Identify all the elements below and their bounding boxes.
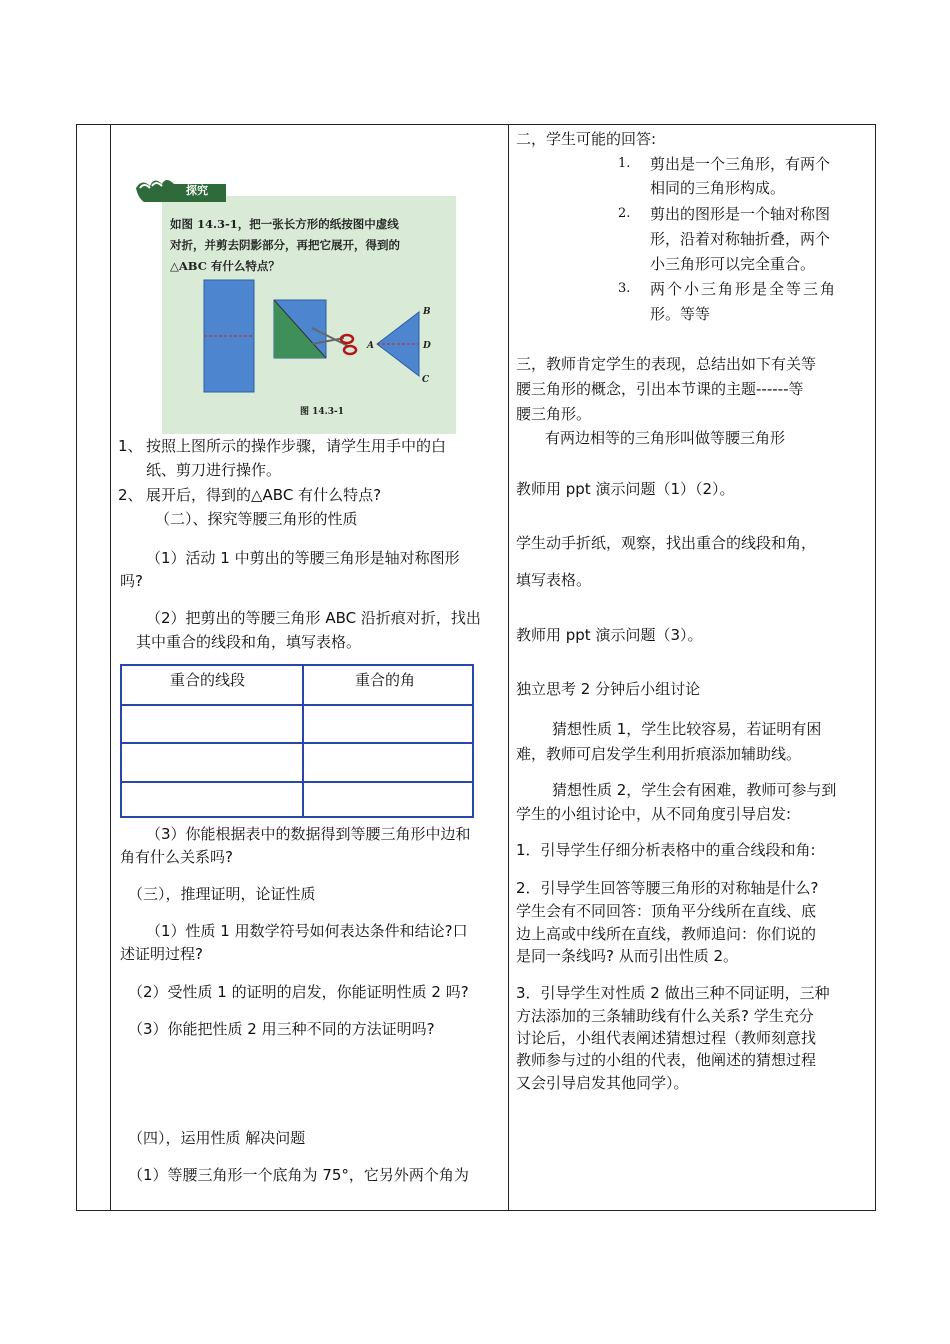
step-2-num: 2、 <box>118 486 143 504</box>
summary-line: 腰三角形。 <box>516 405 592 423</box>
table-header-angles: 重合的角 <box>355 671 416 689</box>
think-discuss: 独立思考 2 分钟后小组讨论 <box>516 680 701 698</box>
figure-title: 图 14.3-1 <box>300 407 345 417</box>
guess-2-line: 学生的小组讨论中，从不同角度引导启发: <box>516 805 792 823</box>
fold-activity: 学生动手折纸，观察，找出重合的线段和角， <box>516 534 817 552</box>
answers-title: 二，学生可能的回答: <box>516 130 657 148</box>
answer-2-num: 2. <box>618 206 631 221</box>
answer-2-line: 剪出的图形是一个轴对称图 <box>650 205 831 223</box>
step-1-line: 按照上图所示的操作步骤，请学生用手中的白 <box>146 437 447 455</box>
table-row-divider <box>120 704 474 706</box>
summary-line: 三，教师肯定学生的表现，总结出如下有关等 <box>516 355 817 373</box>
exploration-figure <box>134 168 456 436</box>
answer-1-num: 1. <box>618 156 631 171</box>
answer-3-line: 形。等等 <box>650 305 711 323</box>
guide-3-line: 又会引导启发其他同学）。 <box>516 1074 689 1092</box>
step-1-line: 纸、剪刀进行操作。 <box>146 461 282 479</box>
section-2-title: （二）、探究等腰三角形的性质 <box>155 510 358 528</box>
question-2-line: （2）把剪出的等腰三角形 ABC 沿折痕对折，找出 <box>146 609 481 627</box>
label-d: D <box>423 341 431 351</box>
column-divider <box>110 124 111 1211</box>
step-1-num: 1、 <box>118 437 143 455</box>
figure-caption-line: 如图 14.3-1，把一张长方形的纸按图中虚线 <box>170 217 399 231</box>
guide-1: 1．引导学生仔细分析表格中的重合线段和角: <box>516 841 816 859</box>
guide-3-line: 教师参与过的小组的代表，他阐述的猜想过程 <box>516 1051 817 1069</box>
answer-1-line: 剪出是一个三角形，有两个 <box>650 155 831 173</box>
question-1-line: 吗? <box>120 572 143 590</box>
guess-2-line: 猜想性质 2，学生会有困难，教师可参与到 <box>552 781 837 799</box>
answer-1-line: 相同的三角形构成。 <box>650 179 786 197</box>
question-1-line: （1）活动 1 中剪出的等腰三角形是轴对称图形 <box>146 549 460 567</box>
answer-3-line: 两个小三角形是全等三角 <box>650 280 838 298</box>
section-3-title: （三），推理证明，论证性质 <box>128 885 316 903</box>
proof-3: （3）你能把性质 2 用三种不同的方法证明吗? <box>128 1020 435 1038</box>
fill-table: 填写表格。 <box>516 571 592 589</box>
table-row-divider <box>120 742 474 744</box>
proof-1-line: 述证明过程? <box>120 945 203 963</box>
label-b: B <box>423 307 431 317</box>
ppt-demo-1: 教师用 ppt 演示问题（1）（2）。 <box>516 480 735 498</box>
answer-2-line: 形，沿着对称轴折叠，两个 <box>650 230 831 248</box>
guide-3-line: 方法添加的三条辅助线有什么关系? 学生充分 <box>516 1007 814 1025</box>
table-header-segments: 重合的线段 <box>170 671 246 689</box>
figure-caption-line: △ABC 有什么特点？ <box>170 259 280 273</box>
question-2-line: 其中重合的线段和角，填写表格。 <box>136 633 362 651</box>
figure-caption-line: 对折，并剪去阴影部分，再把它展开，得到的 <box>170 238 400 252</box>
guide-3-line: 讨论后，小组代表阐述猜想过程（教师刻意找 <box>516 1029 817 1047</box>
section-4-title: （四），运用性质 解决问题 <box>128 1129 306 1147</box>
definition: 有两边相等的三角形叫做等腰三角形 <box>545 429 786 447</box>
question-3-line: （3）你能根据表中的数据得到等腰三角形中边和 <box>146 825 471 843</box>
folding-diagram <box>134 168 456 436</box>
label-c: C <box>422 375 430 385</box>
step-2-text: 展开后，得到的△ABC 有什么特点? <box>146 486 382 504</box>
guess-1-line: 猜想性质 1，学生比较容易，若证明有困 <box>552 720 822 738</box>
explore-tag-label: 探究 <box>186 184 208 197</box>
guide-2-line: 边上高或中线所在直线，教师追问：你们说的 <box>516 925 817 943</box>
column-divider <box>508 124 509 1211</box>
label-a: A <box>367 341 374 351</box>
proof-1-line: （1）性质 1 用数学符号如何表达条件和结论?口 <box>146 922 468 940</box>
ppt-demo-2: 教师用 ppt 演示问题（3）。 <box>516 626 703 644</box>
answer-3-num: 3. <box>618 281 631 296</box>
guess-1-line: 难，教师可启发学生利用折痕添加辅助线。 <box>516 745 802 763</box>
guide-2-line: 是同一条线吗? 从而引出性质 2。 <box>516 947 739 965</box>
guide-3-line: 3．引导学生对性质 2 做出三种不同证明，三种 <box>516 984 830 1002</box>
proof-2: （2）受性质 1 的证明的启发，你能证明性质 2 吗? <box>128 983 469 1001</box>
question-3-line: 角有什么关系吗? <box>120 848 233 866</box>
table-column-divider <box>302 664 304 818</box>
table-row-divider <box>120 781 474 783</box>
guide-2-line: 2．引导学生回答等腰三角形的对称轴是什么? <box>516 879 819 897</box>
application-1: （1）等腰三角形一个底角为 75°，它另外两个角为 <box>128 1166 469 1184</box>
guide-2-line: 学生会有不同回答：顶角平分线所在直线、底 <box>516 902 817 920</box>
answer-2-line: 小三角形可以完全重合。 <box>650 255 816 273</box>
summary-line: 腰三角形的概念，引出本节课的主题------等 <box>516 380 804 398</box>
